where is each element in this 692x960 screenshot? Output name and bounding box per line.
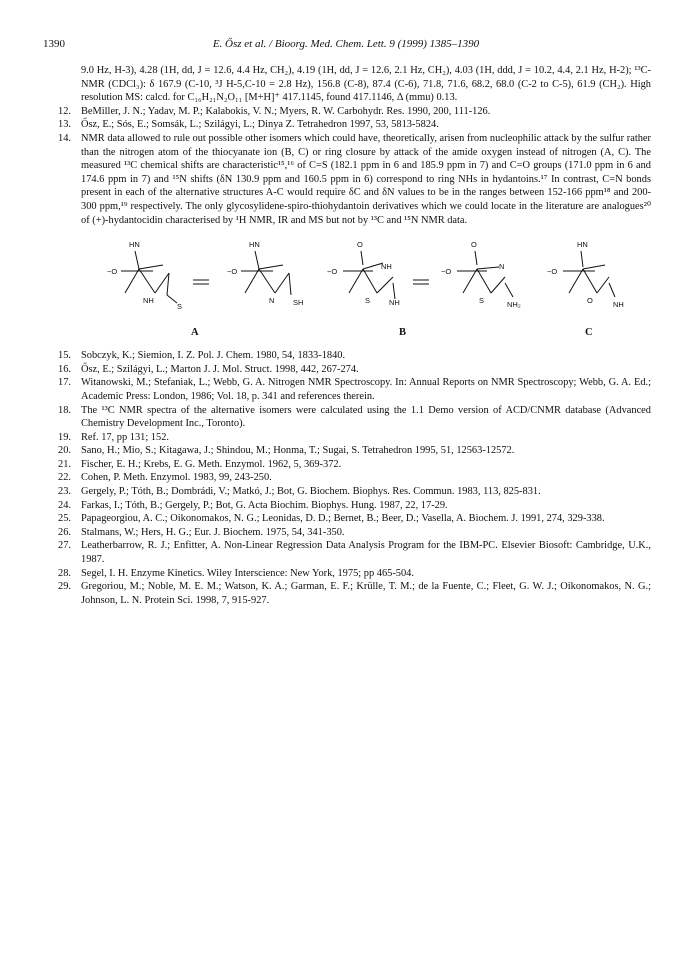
reference-number: 15.: [58, 350, 71, 362]
scheme-label-c: C: [585, 327, 593, 339]
atom-hn: HN: [249, 240, 260, 250]
reference-number: 17.: [58, 377, 71, 389]
reference-number: 29.: [58, 581, 71, 593]
reference-number: 19.: [58, 431, 71, 443]
reference-text: Segel, I. H. Enzyme Kinetics. Wiley Interscience: New York, 1975; pp 465-504.: [81, 567, 414, 579]
atom-o: O: [471, 240, 477, 250]
reference-text: Stalmans, W.; Hers, H. G.; Eur. J. Biochem. 1975, 54, 341-350.: [81, 526, 345, 538]
atom-s: S: [479, 296, 485, 306]
atom-sh: SH: [293, 298, 304, 308]
atom-nh: NH: [143, 296, 154, 306]
reference-item: [43, 526, 651, 540]
atom-o: −O: [327, 267, 338, 277]
reference-text: The ¹³C NMR spectra of the alternative isomers were calculated using the 1.1 Demo version of ACD/CNMR database (Advanced Chemistry Development Inc., Toronto).: [81, 404, 651, 430]
reference-item: [43, 539, 651, 566]
atom-nh: NH: [381, 262, 392, 272]
reference-item: [43, 349, 651, 363]
scheme-label-b: B: [399, 327, 407, 339]
reference-text: Ref. 17, pp 131; 152.: [81, 431, 170, 443]
atom-nh: NH: [613, 300, 624, 310]
reference-item: [43, 132, 651, 227]
reference-item: [43, 485, 651, 499]
reference-text: Cohen, P. Meth. Enzymol. 1983, 99, 243-250.: [81, 472, 272, 484]
atom-nh: NH: [389, 298, 400, 308]
reference-item: [43, 512, 651, 526]
reference-item: [43, 376, 651, 403]
reference-number: 24.: [58, 499, 71, 511]
reference-item: [43, 471, 651, 485]
running-head: E. Ősz et al. / Bioorg. Med. Chem. Lett. 9 (1999) 1385–1390: [212, 38, 480, 50]
atom-n: N: [269, 296, 275, 306]
reference-item: [43, 499, 651, 513]
reference-text: Gergely, P.; Tóth, B.; Dombrádi, V.; Matkó, J.; Bot, G. Biochem. Biophys. Res. Commun. 1983, 113, 825-831.: [81, 486, 541, 498]
atom-nh2: NH₂: [507, 300, 521, 310]
reference-text: Gregoriou, M.; Noble, M. E. M.; Watson, K. A.; Garman, E. F.; Krülle, T. M.; de la Fuente, C.; Fleet, G. W. J.; Oikonomakos, N. G.; Johnson, L. N. Protein Sci. 1998, 7, 915-927.: [81, 581, 651, 606]
reference-item: [43, 404, 651, 431]
references-top: [43, 105, 651, 227]
equilibrium-arrow-2: [413, 280, 429, 284]
atom-o: −O: [107, 267, 118, 277]
reference-item: [43, 567, 651, 581]
reference-number: 14.: [58, 132, 71, 144]
atom-hn: HN: [129, 240, 140, 250]
reference-text: Ősz, E.; Szilágyi, L.; Marton J. J. Mol. Struct. 1998, 442, 267-274.: [81, 363, 359, 375]
structure-2: [227, 240, 303, 307]
atom-n: N: [499, 262, 505, 272]
reference-number: 25.: [58, 513, 71, 525]
atom-o: −O: [227, 267, 238, 277]
reference-number: 23.: [58, 486, 71, 498]
reference-item: [43, 431, 651, 445]
reference-item: [43, 444, 651, 458]
reference-text: Witanowski, M.; Stefaniak, L.; Webb, G. A. Nitrogen NMR Spectroscopy. In: Annual Reports on NMR Spectroscopy; Webb, G. A. Ed.; Academic Press: London, 1986; Vol. 18, p. 341 and references therein.: [81, 377, 651, 402]
structure-drawings: [43, 233, 651, 343]
structure-3: [327, 240, 400, 307]
reference-text: Fischer, E. H.; Krebs, E. G. Meth. Enzymol. 1962, 5, 369-372.: [81, 458, 342, 470]
reference-number: 22.: [58, 472, 71, 484]
structure-scheme: [43, 233, 651, 343]
reference-text: BeMiller, J. N.; Yadav, M. P.; Kalabokis, V. N.; Myers, R. W. Carbohydr. Res. 1990, 200, 111-126.: [81, 105, 491, 117]
reference-number: 13.: [58, 119, 71, 131]
reference-number: 27.: [58, 540, 71, 552]
reference-number: 21.: [58, 458, 71, 470]
reference-number: 26.: [58, 526, 71, 538]
reference-list: [43, 64, 651, 607]
structure-1: [107, 240, 182, 311]
atom-o: −O: [441, 267, 452, 277]
reference-text: NMR data allowed to rule out possible other isomers which could have, theoretically, arisen from nucleophilic attack by the sulfur rather than the nitrogen atom of the thiocyanate ion (B, C) or ring closure by attack of the amide oxygen instead of nitrogen (A, C). The measured ¹³C chemical shifts are characteristic¹⁵,¹⁶ of C=S (182.1 ppm in 6 and 185.9 ppm in 7) and C=O groups (171.0 ppm in 6 and 174.6 ppm in 7) and ¹⁵N shifts (δN 130.9 ppm and 160.5 ppm in 6) correspond to ring NHs in hydantoins.¹⁷ In contrast, C=N bonds present in each of the alternative structures A-C would require δC and δN values to be in the ranges between 152-166 ppm¹⁸ and 200-300 ppm,¹⁹ respectively. The only glycosylidene-spiro-thiohydantoin derivatives which we could locate in the literature are analogues²⁰ of (+)-hydantocidin characterised by ¹H NMR, IR and MS but not by ¹³C and ¹⁵N NMR data.: [81, 132, 651, 226]
reference-number: 16.: [58, 363, 71, 375]
atom-s: S: [365, 296, 371, 306]
page-number: 1390: [43, 38, 65, 50]
equilibrium-arrow-1: [193, 280, 209, 284]
reference-text: Farkas, I.; Tóth, B.; Gergely, P.; Bot, G. Acta Biochim. Biophys. Hung. 1987, 22, 17-29.: [81, 499, 448, 511]
reference-number: 12.: [58, 105, 71, 117]
atom-o: O: [357, 240, 363, 250]
reference-item: [43, 105, 651, 119]
reference-continuation: 9.0 Hz, H-3), 4.28 (1H, dd, J = 12.6, 4.4 Hz, CH₂), 4.19 (1H, dd, J = 12.6, 2.1 Hz, CH₂), 4.03 (1H, ddd, J = 10.2, 4.4, 2.1 Hz, H-2); ¹³C-NMR (CDCl₃): δ 167.9 (C-10, ³J H-5,C-10 = 2.8 Hz), 156.8 (C-8), 87.4 (C-6), 71.8, 71.6, 68.2, 68.0 (C-2 to C-5), 61.9 (CH₂). High resolution MS: calcd. for C₁₆H₂₁N₂O₁₁ [M+H]⁺ 417.1145, found 417.1146, Δ (mmu) 0.13.: [81, 65, 651, 104]
atom-o: O: [587, 296, 593, 306]
atom-hn: HN: [577, 240, 588, 250]
reference-number: 28.: [58, 567, 71, 579]
reference-item: [43, 118, 651, 132]
reference-text: Papageorgiou, A. C.; Oikonomakos, N. G.; Leonidas, D. D.; Bernet, B.; Beer, D.; Vasella, A. Biochem. J. 1991, 274, 329-338.: [81, 513, 605, 525]
scheme-label-a: A: [191, 327, 199, 339]
reference-text: Leatherbarrow, R. J.; Enfitter, A. Non-Linear Regression Data Analysis Program for the IBM-PC. Elsevier Biosoft: Cambridge, U.K., 1987.: [81, 540, 651, 566]
atom-s: S: [177, 302, 183, 312]
reference-item: [43, 363, 651, 377]
structure-4: [441, 240, 521, 309]
reference-number: 20.: [58, 445, 71, 457]
reference-number: 18.: [58, 404, 71, 416]
references-bottom: [43, 349, 651, 607]
reference-text: Sobczyk, K.; Siemion, I. Z. Pol. J. Chem. 1980, 54, 1833-1840.: [81, 350, 346, 362]
reference-item: [43, 458, 651, 472]
reference-item: [43, 580, 651, 607]
atom-o: −O: [547, 267, 558, 277]
reference-text: Sano, H.; Mio, S.; Kitagawa, J.; Shindou, M.; Honma, T.; Sugai, S. Tetrahedron 1995, 51, 12563-12572.: [81, 445, 515, 457]
reference-text: Ősz, E.; Sós, E.; Somsák, L.; Szilágyi, L.; Dinya Z. Tetrahedron 1997, 53, 5813-5824.: [81, 119, 439, 131]
structure-5: [547, 240, 624, 309]
